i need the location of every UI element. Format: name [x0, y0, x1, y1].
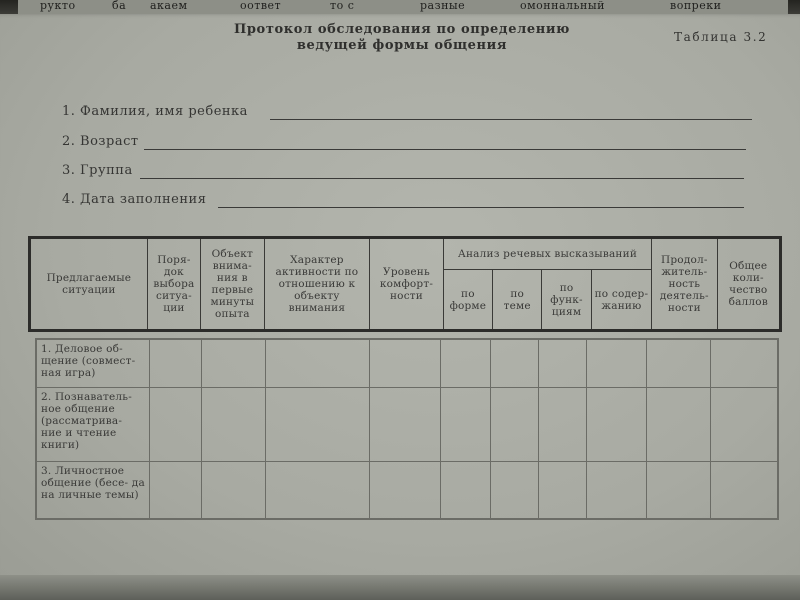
situation-cell: 1. Деловое об- щение (совмест- ная игра): [36, 339, 150, 387]
situation-cell: 2. Познаватель- ное общение (рассматрива- ние и чтение книги): [36, 387, 150, 461]
field-label: 4. Дата заполнения: [62, 192, 207, 207]
protocol-table-body: [35, 338, 779, 520]
header-total: Общее коли- чество баллов: [717, 238, 780, 331]
title-line-1: Протокол обследования по определению: [233, 22, 570, 37]
table-row: [36, 387, 778, 461]
empty-cell[interactable]: [266, 339, 370, 387]
prev-page-fragment: оответ: [240, 0, 282, 12]
empty-cell[interactable]: [441, 387, 491, 461]
empty-cell[interactable]: [491, 339, 539, 387]
header-speech-function: по функ- циям: [542, 270, 591, 331]
empty-cell[interactable]: [587, 387, 647, 461]
empty-cell[interactable]: [369, 339, 441, 387]
empty-cell[interactable]: [369, 387, 441, 461]
fill-in-line[interactable]: [140, 178, 744, 179]
empty-cell[interactable]: [646, 339, 710, 387]
field-child-name[interactable]: [62, 104, 752, 122]
field-label: 2. Возраст: [62, 134, 139, 149]
fill-in-line[interactable]: [144, 149, 746, 150]
field-date[interactable]: [62, 192, 744, 210]
empty-cell[interactable]: [710, 461, 778, 519]
fill-in-line[interactable]: [270, 119, 752, 120]
field-group[interactable]: [62, 163, 744, 181]
header-activity: Характер активности по отношению к объекту внимания: [264, 238, 370, 331]
empty-cell[interactable]: [150, 339, 202, 387]
empty-cell[interactable]: [202, 461, 266, 519]
empty-cell[interactable]: [491, 387, 539, 461]
header-situations: Предлагаемые ситуации: [30, 238, 148, 331]
empty-cell[interactable]: [202, 339, 266, 387]
header-duration: Продол- житель- ность деятель- ности: [652, 238, 717, 331]
header-speech-form: по форме: [443, 270, 492, 331]
header-speech-analysis: Анализ речевых высказываний: [443, 238, 651, 270]
table-row: [36, 461, 778, 519]
fill-in-line[interactable]: [218, 207, 744, 208]
empty-cell[interactable]: [266, 461, 370, 519]
header-object: Объект внима- ния в первые минуты опыта: [201, 238, 264, 331]
empty-cell[interactable]: [441, 339, 491, 387]
title-line-2: ведущей формы общения: [296, 38, 508, 53]
empty-cell[interactable]: [150, 387, 202, 461]
empty-cell[interactable]: [539, 461, 587, 519]
prev-page-fragment: акаем: [150, 0, 188, 12]
field-age[interactable]: [62, 134, 746, 152]
table-number: Таблица 3.2: [674, 30, 768, 44]
field-label: 1. Фамилия, имя ребенка: [62, 104, 248, 119]
empty-cell[interactable]: [646, 461, 710, 519]
prev-page-fragment: ба: [112, 0, 127, 12]
empty-cell[interactable]: [150, 461, 202, 519]
empty-cell[interactable]: [202, 387, 266, 461]
empty-cell[interactable]: [710, 387, 778, 461]
header-comfort: Уровень комфорт- ности: [370, 238, 443, 331]
empty-cell[interactable]: [587, 339, 647, 387]
prev-page-fragment: омоннальный: [520, 0, 605, 12]
empty-cell[interactable]: [369, 461, 441, 519]
prev-page-fragment: вопреки: [670, 0, 722, 12]
empty-cell[interactable]: [441, 461, 491, 519]
empty-cell[interactable]: [587, 461, 647, 519]
situation-cell: 3. Личностное общение (бесе- да на личные темы): [36, 461, 150, 519]
protocol-table-header: [28, 236, 782, 332]
empty-cell[interactable]: [710, 339, 778, 387]
header-speech-content: по содер- жанию: [591, 270, 651, 331]
empty-cell[interactable]: [491, 461, 539, 519]
table-row: [36, 339, 778, 387]
empty-cell[interactable]: [539, 339, 587, 387]
prev-page-fragment: рукто: [40, 0, 76, 12]
page-bottom-shadow: [0, 575, 800, 600]
empty-cell[interactable]: [266, 387, 370, 461]
header-speech-topic: по теме: [493, 270, 542, 331]
empty-cell[interactable]: [646, 387, 710, 461]
empty-cell[interactable]: [539, 387, 587, 461]
prev-page-fragment: разные: [420, 0, 466, 12]
header-order: Поря- док выбора ситуа- ции: [147, 238, 200, 331]
field-label: 3. Группа: [62, 163, 133, 178]
prev-page-fragment: то с: [330, 0, 355, 12]
page-title: [232, 22, 572, 54]
